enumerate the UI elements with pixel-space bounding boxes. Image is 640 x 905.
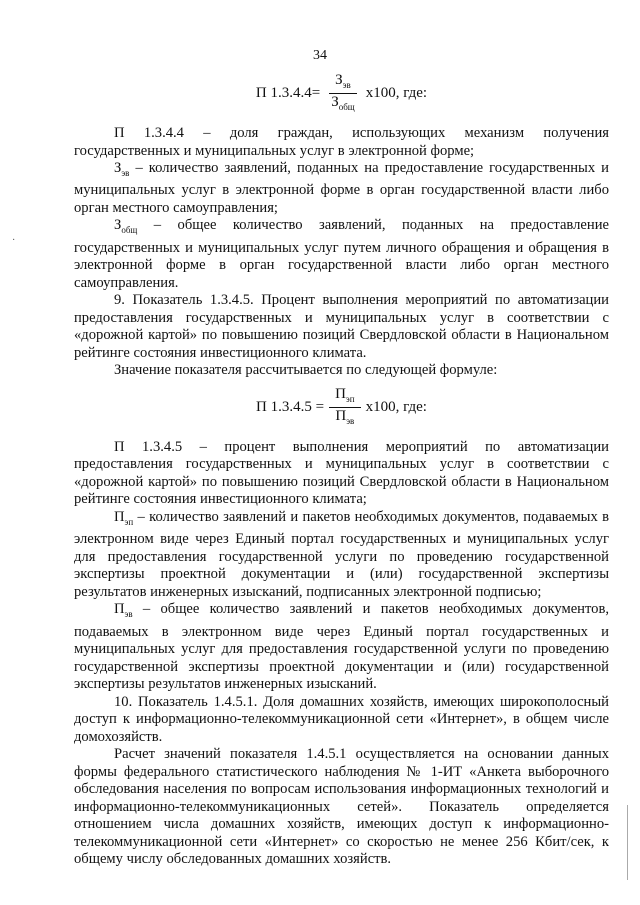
formula-2-numerator: [329, 386, 361, 408]
definition-p-ep: [74, 509, 609, 601]
formula-1-denominator: [325, 94, 361, 115]
formula-2-num-sub: эп: [345, 393, 355, 404]
def-p-ep-text: – количество заявлений и пакетов необходимых документов, подаваемых в электронном виде через Единый портал государственных и муниципальных услуг для предоставления государственной услуги по проведению государственной экспертизы проектной документации и (или) государственной экспертизы результатов инженерных изысканий, подписанных электронной подписью;: [74, 508, 609, 600]
formula-2-num-base: П: [335, 385, 346, 402]
formula-1-lhs: П 1.3.4.4=: [255, 84, 321, 101]
definition-p-1-3-4-5: П 1.3.4.5 – процент выполнения мероприятий по автоматизации предоставления государственных и муниципальных услуг в соответствии с «дорожной картой» по повышению позиций Свердловской области в Национальном рейтинге состояния инвестиционного климата;: [74, 438, 609, 508]
formula-2-fraction: [329, 386, 361, 429]
definition-z-obsh: [74, 217, 609, 292]
def-p-ev-text: – общее количество заявлений и пакетов необходимых документов, подаваемых в электронном виде через Единый портал государственных и муниципальных услуг для предоставления государственной услуги по проведению государственной экспертизы проектной документации и (или) государственной экспертизы результатов инженерных изысканий.: [74, 601, 609, 693]
formula-1-den-base: З: [331, 94, 339, 110]
definition-p-1-3-4-4: П 1.3.4.4 – доля граждан, использующих механизм получения государственных и муниципальных услуг в электронной форме;: [74, 125, 609, 159]
final-paragraph: Расчет значений показателя 1.4.5.1 осуществляется на основании данных формы федерального статистического наблюдения № 1-ИТ «Анкета выборочного обследования населения по вопросам использования информационных технологий и информационно-телекоммуникационных сетей». Показатель определяется отношением числа домашних хозяйств, имеющих доступ к информационно-телекоммуникационной сети «Интернет» со скоростью не менее 256 Кбит/сек, к общему числу обследованных домашних хозяйств.: [74, 746, 609, 868]
formula-1: [74, 72, 609, 115]
def-p-ev-symbol: П: [114, 601, 125, 618]
def-p-ep-sub: эп: [124, 516, 134, 527]
formula-2-denominator: [329, 408, 360, 429]
def-z-ev-symbol: З: [114, 160, 122, 176]
formula-2-lhs: П 1.3.4.5 =: [256, 398, 325, 415]
scan-edge-line: [627, 805, 628, 880]
def-z-obsh-text: – общее количество заявлений, поданных на предоставление государственных и муниципальных услуг путем личного обращения и обращения в электронной форме в орган государственной власти либо орган местного самоуправления.: [74, 217, 609, 291]
formula-1-rhs: х100, где:: [365, 84, 428, 101]
formula-1-num-base: З: [335, 72, 343, 88]
formula-1-num-sub: эв: [342, 80, 351, 90]
margin-mark: ·: [12, 235, 16, 246]
def-z-obsh-symbol: З: [114, 217, 122, 234]
formula-1-fraction: [325, 72, 361, 115]
def-p-ev-sub: эв: [124, 609, 133, 620]
definition-z-ev: [74, 160, 609, 217]
item-10: 10. Показатель 1.4.5.1. Доля домашних хозяйств, имеющих широкополосный доступ к информационно-телекоммуникационной сети «Интернет», в общем числе домохозяйств.: [74, 693, 609, 745]
item-9: 9. Показатель 1.3.4.5. Процент выполнения мероприятий по автоматизации предоставления государственных и муниципальных услуг в соответствии с «дорожной картой» по повышению позиций Свердловской области в Национальном рейтинге состояния инвестиционного климата.: [74, 292, 609, 361]
formula-1-numerator: [329, 72, 357, 94]
def-z-obsh-sub: общ: [121, 225, 138, 236]
page-number: 34: [313, 48, 327, 63]
definition-p-ev: [74, 601, 609, 693]
formula-intro: Значение показателя рассчитывается по следующей формуле:: [114, 362, 498, 379]
formula-2-den-base: П: [335, 407, 347, 424]
formula-2-den-sub: эв: [346, 415, 355, 426]
document-body: [74, 66, 609, 869]
def-z-ev-text: – количество заявлений, поданных на предоставление государственных и муниципальных услуг в электронной форме в орган государственной власти либо орган местного самоуправления;: [74, 160, 609, 216]
formula-1-den-sub: общ: [338, 102, 355, 112]
formula-2-rhs: х100, где:: [365, 398, 427, 415]
def-p-ep-symbol: П: [114, 508, 125, 525]
formula-2: [74, 386, 609, 429]
def-z-ev-sub: эв: [121, 167, 130, 178]
